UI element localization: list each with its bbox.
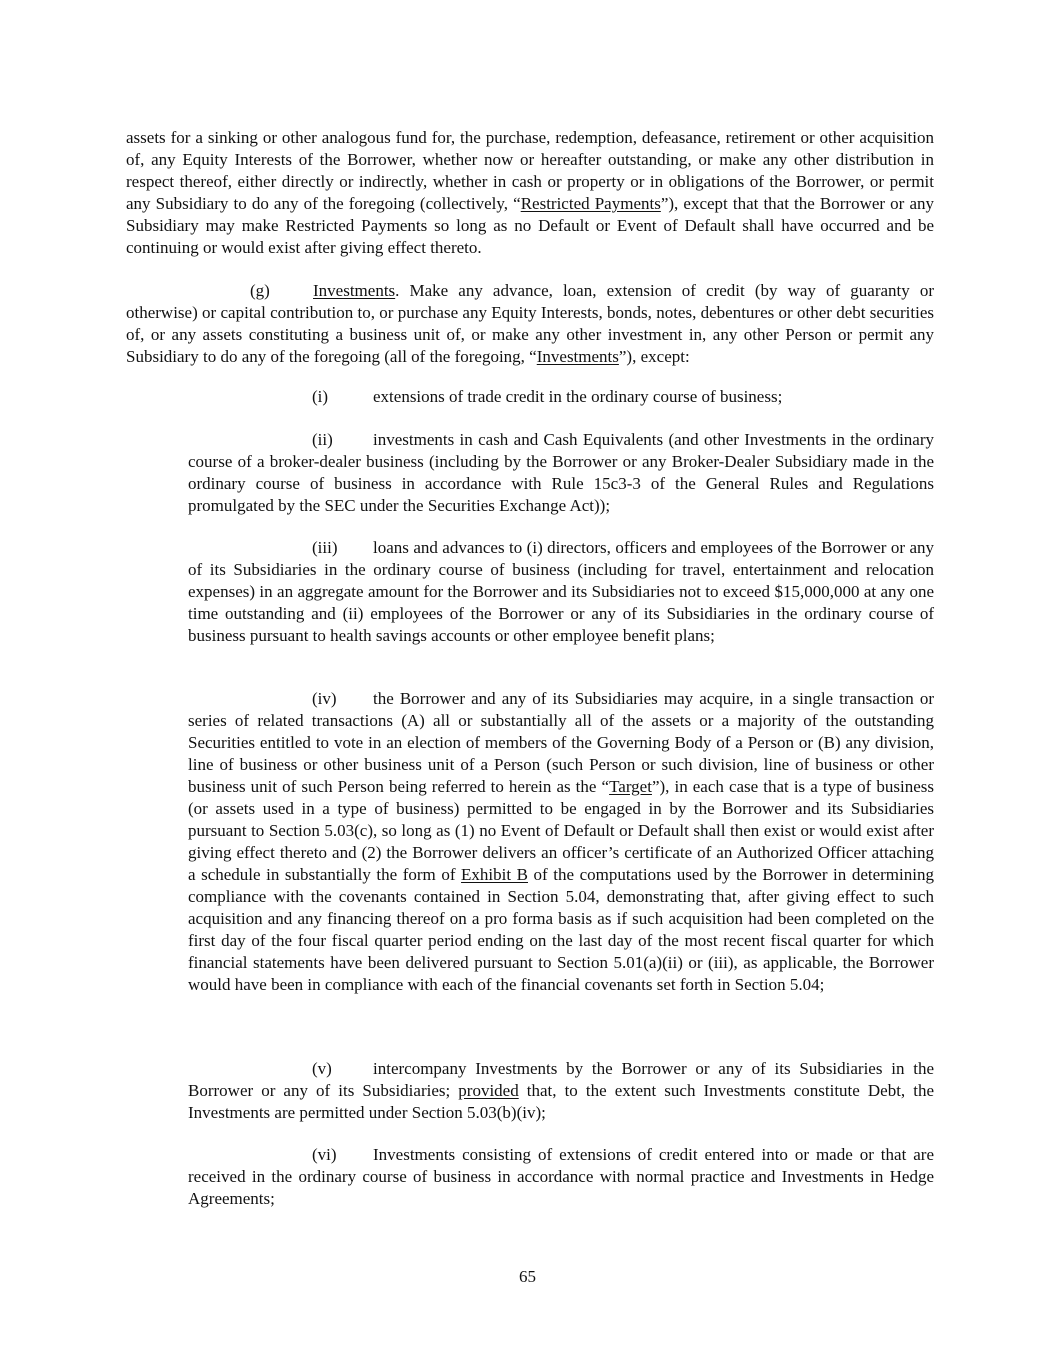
provided-term: provided xyxy=(458,1081,519,1100)
item-i-text: extensions of trade credit in the ordinary course of business; xyxy=(373,387,783,406)
item-vi-text: Investments consisting of extensions of credit entered into or made or that are received in the ordinary course of business in accordance with normal practice and Investments in Hedge Agreements; xyxy=(188,1145,934,1208)
section-g-paragraph xyxy=(126,280,934,368)
item-ii-text: investments in cash and Cash Equivalents (and other Investments in the ordinary course of a broker-dealer business (including by the Borrower or any Broker-Dealer Subsidiary made in the ordinary course of business in accordance with Rule 15c3-3 of the General Rules and Regulations promulgated by the SEC under the Securities Exchange Act)); xyxy=(188,430,934,515)
section-g-text: . Make any advance, loan, extension of credit (by way of guaranty or otherwise) or capital contribution to, or purchase any Equity Interests, bonds, notes, debentures or other debt securities of, or any assets constituting a business unit of, or make any other investment in, any other Person or permit any Subsidiary to do any of the foregoing (all of the foregoing, “ xyxy=(126,281,934,366)
item-iv-text: the Borrower and any of its Subsidiaries may acquire, in a single transaction or series of related transactions (A) all or substantially all of the assets or a majority of the outstanding Securities entitled to vote in an election of members of the Governing Body of a Person or (B) any division, line of business or other business unit of a Person (such Person or such division, line of business or other business unit of such Person being referred to herein as the “ xyxy=(188,689,934,796)
page-number: 65 xyxy=(519,1267,536,1286)
item-v-text: intercompany Investments by the Borrower or any of its Subsidiaries in the Borrower or any of its Subsidiaries; xyxy=(188,1059,934,1100)
item-iv-text-continued: ”), in each case that is a type of business (or assets used in a type of business) permitted to be engaged in by the Borrower and its Subsidiaries pursuant to Section 5.03(c), so long as (1) no Event of Default or Default shall then exist or would exist after giving effect thereto and (2) the Borrower delivers an officer’s certificate of an Authorized Officer attaching a schedule in substantially the form of xyxy=(188,777,934,884)
item-vi-paragraph xyxy=(188,1144,934,1210)
defined-term-investments: Investments xyxy=(536,347,619,366)
item-v-text-continued: that, to the extent such Investments constitute Debt, the Investments are permitted under Section 5.03(b)(iv); xyxy=(188,1081,935,1122)
defined-term-target: Target xyxy=(609,777,652,796)
item-iv-label: (iv) xyxy=(312,689,337,708)
item-i-paragraph xyxy=(188,386,934,408)
item-iii-text: loans and advances to (i) directors, officers and employees of the Borrower or any of its Subsidiaries in the ordinary course of business (including for travel, entertainment and relocation expenses) in an aggregate amount for the Borrower and its Subsidiaries not to exceed $15,000,000 at any one time outstanding and (ii) employees of the Borrower or any of its Subsidiaries in the ordinary course of business pursuant to health savings accounts or other employee benefit plans; xyxy=(188,538,934,645)
item-i-label: (i) xyxy=(312,387,329,406)
item-iv-paragraph xyxy=(188,688,934,996)
intro-paragraph xyxy=(126,127,934,259)
item-v-paragraph xyxy=(188,1058,934,1124)
intro-text: assets for a sinking or other analogous fund for, the purchase, redemption, defeasance, retirement or other acquisition of, any Equity Interests of the Borrower, whether now or hereafter outstanding, or make any other distribution in respect thereof, either directly or indirectly, whether in cash or property or in obligations of the Borrower, or permit any Subsidiary to do any of the foregoing (collectively, “ xyxy=(126,128,934,213)
item-ii-paragraph xyxy=(188,429,934,517)
section-g-label: (g) xyxy=(250,281,270,300)
item-v-label: (v) xyxy=(312,1059,332,1078)
section-g-heading: Investments xyxy=(313,281,396,300)
defined-term-restricted-payments: Restricted Payments xyxy=(520,194,661,213)
item-iii-label: (iii) xyxy=(312,538,338,557)
exhibit-b-reference: Exhibit B xyxy=(461,865,528,884)
intro-text-continued: ”), except that that the Borrower or any Subsidiary may make Restricted Payments so long as no Default or Event of Default shall have occurred and be continuing or would exist after giving effect thereto. xyxy=(126,194,934,257)
section-g-text-continued: ”), except: xyxy=(618,347,690,366)
item-iii-paragraph xyxy=(188,537,934,647)
item-ii-label: (ii) xyxy=(312,430,333,449)
item-iv-text-final: of the computations used by the Borrower in determining compliance with the covenants contained in Section 5.04, demonstrating that, after giving effect to such acquisition and any financing thereof on a pro forma basis as if such acquisition had been completed on the first day of the four fiscal quarter period ending on the last day of the most recent fiscal quarter for which financial statements have been delivered pursuant to Section 5.01(a)(ii) or (iii), as applicable, the Borrower would have been in compliance with each of the financial covenants set forth in Section 5.04; xyxy=(188,865,934,994)
item-vi-label: (vi) xyxy=(312,1145,337,1164)
